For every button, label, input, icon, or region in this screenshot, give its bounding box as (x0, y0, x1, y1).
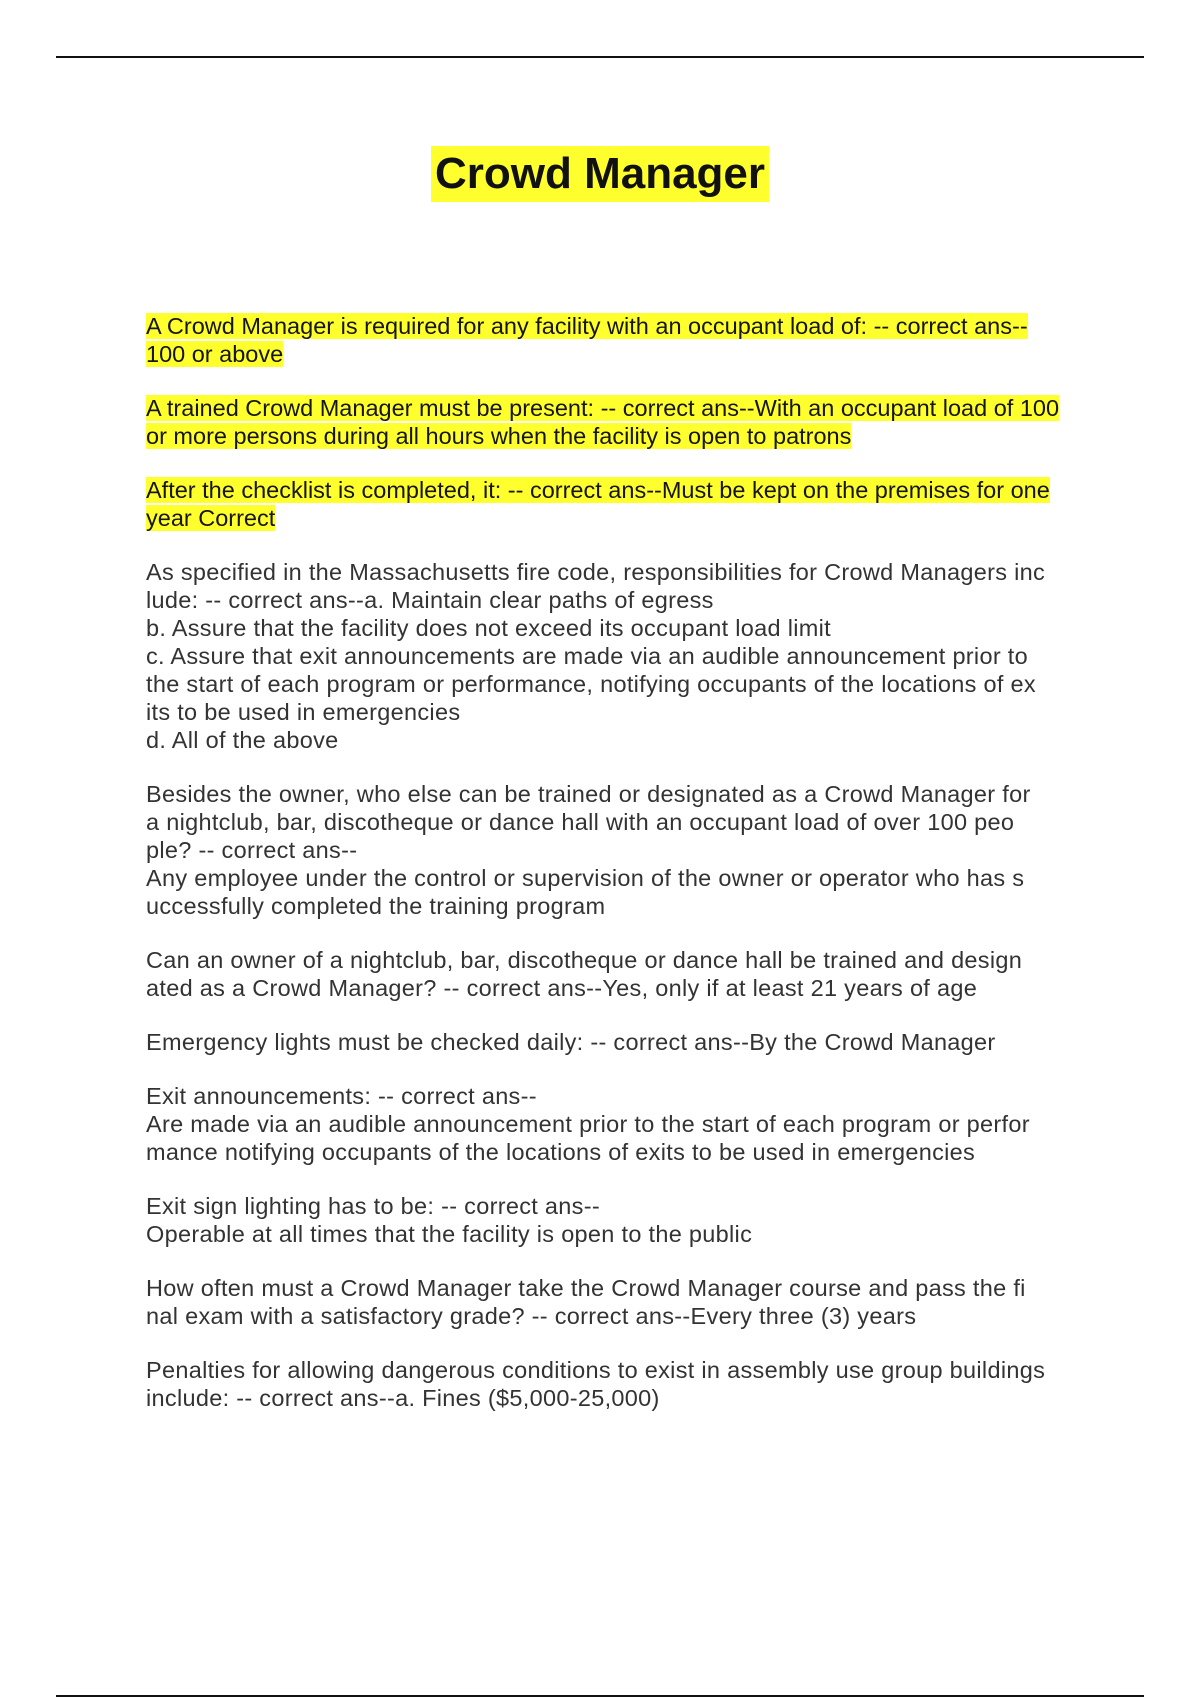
qa-line-text: include: -- correct ans--a. Fines ($5,000-25,000) (146, 1385, 660, 1411)
qa-line (146, 642, 1086, 670)
qa-line (146, 670, 1086, 698)
qa-line-text: Can an owner of a nightclub, bar, discotheque or dance hall be trained and design (146, 947, 1023, 973)
qa-line (146, 340, 1086, 368)
qa-item (146, 780, 1086, 920)
qa-line (146, 312, 1086, 340)
qa-item (146, 1274, 1086, 1330)
qa-line-text: ple? -- correct ans-- (146, 837, 358, 863)
qa-line (146, 698, 1086, 726)
qa-line-text: a nightclub, bar, discotheque or dance hall with an occupant load of over 100 peo (146, 809, 1015, 835)
qa-line (146, 558, 1086, 586)
qa-line-text: Besides the owner, who else can be trained or designated as a Crowd Manager for (146, 781, 1031, 807)
qa-line-text: Penalties for allowing dangerous conditions to exist in assembly use group buildings (146, 1357, 1046, 1383)
qa-line (146, 586, 1086, 614)
footer-rule (56, 1695, 1144, 1697)
qa-line (146, 1028, 1086, 1056)
qa-line-text: How often must a Crowd Manager take the Crowd Manager course and pass the fi (146, 1275, 1026, 1301)
qa-line (146, 1138, 1086, 1166)
qa-list (146, 312, 1086, 1438)
qa-line-text: nal exam with a satisfactory grade? -- correct ans--Every three (3) years (146, 1303, 917, 1329)
qa-line-text: or more persons during all hours when the facility is open to patrons (146, 423, 852, 449)
qa-line (146, 836, 1086, 864)
qa-line-text: lude: -- correct ans--a. Maintain clear paths of egress (146, 587, 714, 613)
qa-line (146, 946, 1086, 974)
qa-item (146, 946, 1086, 1002)
qa-item (146, 1028, 1086, 1056)
qa-line (146, 1302, 1086, 1330)
qa-line (146, 1384, 1086, 1412)
qa-line (146, 892, 1086, 920)
qa-line-text: c. Assure that exit announcements are made via an audible announcement prior to (146, 643, 1028, 669)
qa-line (146, 1110, 1086, 1138)
qa-line-text: After the checklist is completed, it: -- correct ans--Must be kept on the premises for one (146, 477, 1050, 503)
qa-line-text: As specified in the Massachusetts fire code, responsibilities for Crowd Managers inc (146, 559, 1046, 585)
qa-line-text: uccessfully completed the training program (146, 893, 606, 919)
qa-line (146, 864, 1086, 892)
qa-line (146, 1082, 1086, 1110)
qa-line-text: d. All of the above (146, 727, 339, 753)
qa-item (146, 476, 1086, 532)
qa-line (146, 808, 1086, 836)
qa-line-text: 100 or above (146, 341, 284, 367)
qa-line-text: A trained Crowd Manager must be present: -- correct ans--With an occupant load of 100 (146, 395, 1060, 421)
qa-line (146, 1274, 1086, 1302)
qa-line (146, 780, 1086, 808)
qa-line-text: Any employee under the control or supervision of the owner or operator who has s (146, 865, 1025, 891)
header-rule (56, 56, 1144, 58)
qa-item (146, 1192, 1086, 1248)
qa-line-text: mance notifying occupants of the locations of exits to be used in emergencies (146, 1139, 976, 1165)
qa-line-text: Emergency lights must be checked daily: -- correct ans--By the Crowd Manager (146, 1029, 996, 1055)
qa-line-text: Exit sign lighting has to be: -- correct ans-- (146, 1193, 600, 1219)
qa-item (146, 312, 1086, 368)
qa-line-text: A Crowd Manager is required for any facility with an occupant load of: -- correct ans-- (146, 313, 1028, 339)
qa-line (146, 504, 1086, 532)
qa-line-text: ated as a Crowd Manager? -- correct ans--Yes, only if at least 21 years of age (146, 975, 978, 1001)
qa-line (146, 394, 1086, 422)
qa-line (146, 974, 1086, 1002)
qa-line (146, 1356, 1086, 1384)
qa-line (146, 726, 1086, 754)
qa-line (146, 476, 1086, 504)
qa-line-text: year Correct (146, 505, 276, 531)
qa-line-text: Operable at all times that the facility is open to the public (146, 1221, 753, 1247)
qa-line (146, 422, 1086, 450)
qa-item (146, 1356, 1086, 1412)
qa-line-text: its to be used in emergencies (146, 699, 461, 725)
qa-line-text: b. Assure that the facility does not exceed its occupant load limit (146, 615, 831, 641)
qa-line-text: the start of each program or performance, notifying occupants of the locations of ex (146, 671, 1036, 697)
qa-item (146, 394, 1086, 450)
qa-line (146, 614, 1086, 642)
title-container (0, 146, 1200, 202)
qa-line (146, 1192, 1086, 1220)
qa-line-text: Exit announcements: -- correct ans-- (146, 1083, 537, 1109)
qa-line-text: Are made via an audible announcement prior to the start of each program or perfor (146, 1111, 1030, 1137)
qa-item (146, 1082, 1086, 1166)
qa-line (146, 1220, 1086, 1248)
qa-item (146, 558, 1086, 754)
page-title: Crowd Manager (431, 146, 769, 202)
